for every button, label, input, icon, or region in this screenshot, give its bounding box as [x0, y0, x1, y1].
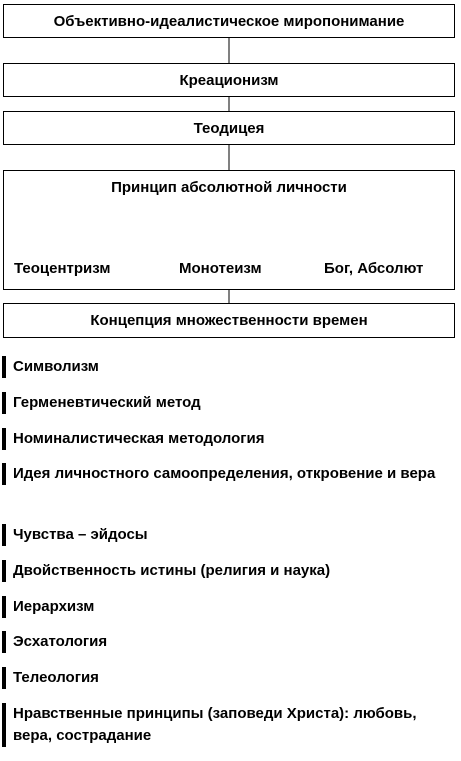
box-creationism-label: Креационизм [179, 71, 279, 89]
box-creationism [3, 63, 455, 97]
box-theodicy-label: Теодицея [193, 119, 265, 137]
box-principle [3, 170, 455, 290]
list-item-nominalist-methodology: Номиналистическая методология [2, 428, 452, 450]
list-item-hermeneutic-method: Герменевтический метод [2, 392, 452, 414]
list-item-hierarchism: Иерархизм [2, 596, 452, 618]
list-item-symbolism: Символизм [2, 356, 452, 378]
branch-theocentrism: Теоцентризм [14, 260, 111, 277]
box-time-concept-label: Концепция множественности времен [90, 312, 368, 329]
list-item-self-determination: Идея личностного самоопределения, откровение и вера [2, 463, 452, 485]
box-principle-title: Принцип абсолютной личности [111, 179, 347, 196]
box-worldview-label: Объективно-идеалистическое миропонимание [53, 12, 405, 30]
box-time-concept [3, 303, 455, 338]
branch-god-absolute: Бог, Абсолют [324, 260, 424, 277]
list-item-moral-principles: Нравственные принципы (заповеди Христа): любовь, вера, сострадание [2, 703, 452, 747]
box-worldview [3, 4, 455, 38]
list-item-duality-of-truth: Двойственность истины (религия и наука) [2, 560, 452, 582]
list-item-eschatology: Эсхатология [2, 631, 452, 653]
list-item-feelings-eidos: Чувства – эйдосы [2, 524, 452, 546]
box-theodicy [3, 111, 455, 145]
branch-monotheism: Монотеизм [179, 260, 262, 277]
list-item-teleology: Телеология [2, 667, 452, 689]
